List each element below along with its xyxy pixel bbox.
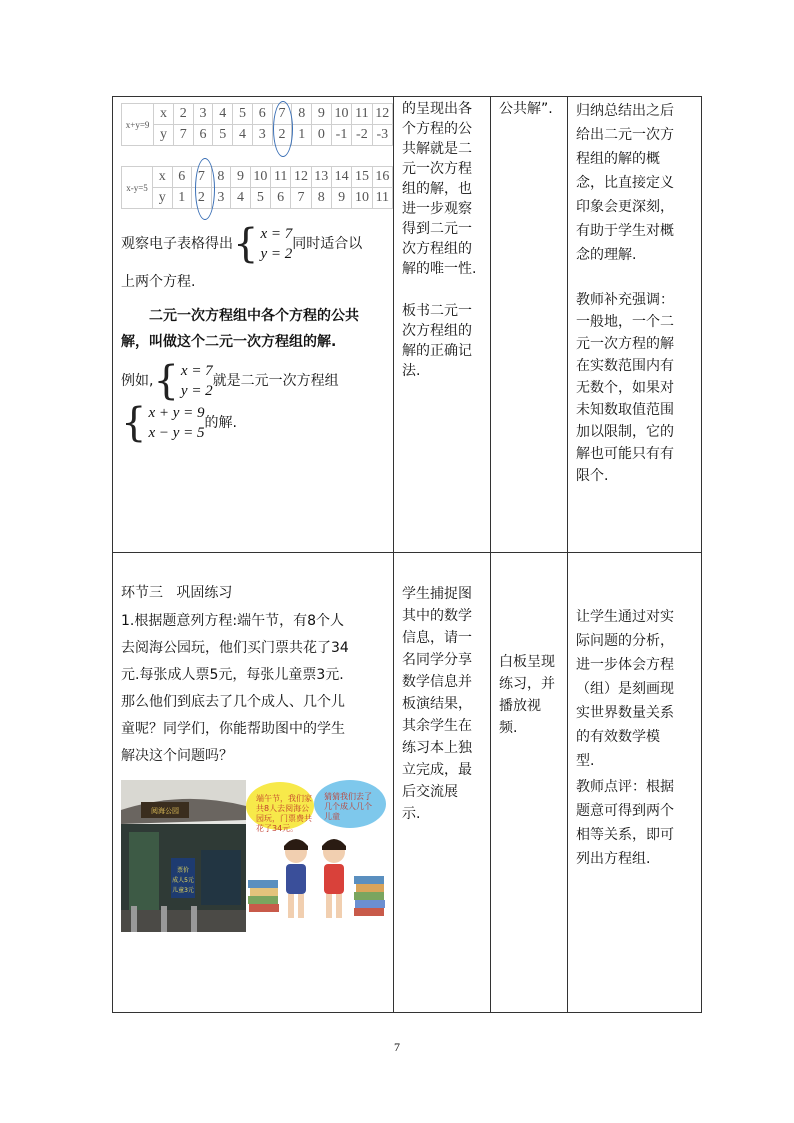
sheet-cell: 3	[193, 104, 213, 125]
text-line: 练习，并	[499, 676, 555, 692]
sheet-cell: -2	[352, 125, 372, 146]
text-line: 元.每张成人票5元，每张儿童票3元.	[121, 667, 344, 683]
sheet-cell: 6	[271, 188, 291, 209]
sheet-row	[122, 188, 393, 209]
equation-2: x − y = 5	[148, 425, 205, 441]
text-line: 白板呈现	[499, 654, 555, 670]
sheet-cell: 15	[352, 167, 372, 188]
design-intent-cell	[568, 97, 702, 553]
spreadsheet-a	[113, 103, 393, 146]
bubble-line: 儿童	[324, 812, 340, 821]
text-line: 那么他们到底去了几个成人、几个儿	[121, 694, 345, 710]
problem-text	[121, 608, 385, 770]
text-line: 个方程的公	[402, 121, 472, 137]
solution-y: y = 2	[260, 246, 293, 262]
solution-system	[260, 224, 292, 264]
media-cell	[491, 553, 568, 1013]
sheet-cell: 7	[192, 167, 212, 188]
sheet-cell: 10	[352, 188, 372, 209]
table-row	[113, 553, 702, 1013]
sheet-cell: 1	[292, 125, 312, 146]
student-activity-text	[394, 97, 490, 279]
sheet-cell: 16	[372, 167, 392, 188]
text-line: 印象会更深刻，	[576, 199, 674, 215]
sheet-cell: 5	[250, 188, 270, 209]
text-line: 归纳总结出之后	[576, 103, 674, 119]
sheet-cell: 9	[331, 188, 351, 209]
observe-post: 同时适合以	[292, 235, 363, 252]
text-line: 的呈现出各	[402, 101, 472, 117]
text-line: 元一次方程	[402, 161, 472, 177]
text-line: 型.	[576, 753, 595, 769]
sheet-row	[122, 104, 393, 125]
bubble-line: 猜猜我们去了	[324, 792, 372, 801]
spreadsheet-table	[121, 166, 393, 209]
text-line: 共解就是二	[402, 141, 472, 157]
sheet-cell: 2	[173, 104, 193, 125]
bubble-right	[319, 788, 386, 826]
text-line: 1.根据题意列方程:端午节，有8个人	[121, 613, 344, 629]
content-cell	[113, 97, 394, 553]
text-line: 列出方程组.	[576, 851, 651, 867]
text-line: 让学生通过对实	[576, 609, 674, 625]
text-line: 解的正确记	[402, 343, 472, 359]
sheet-cell: 11	[271, 167, 291, 188]
design-intent-text	[568, 553, 701, 773]
text-line: 教师点评：根据	[576, 779, 674, 795]
sheet-cell: 7	[272, 104, 292, 125]
text-line: 程组的解的概	[576, 151, 660, 167]
text-line: 题意可得到两个	[576, 803, 674, 819]
sheet-cell: 8	[311, 188, 331, 209]
sign-line: 儿童3元	[172, 887, 194, 894]
board-writing-text	[394, 299, 490, 381]
sheet-cell: 14	[331, 167, 351, 188]
text-line: 组的解，也	[402, 181, 472, 197]
text-line: 未知数取值范围	[576, 402, 674, 418]
sheet-cell: 6	[172, 167, 192, 188]
sheet-row	[122, 167, 393, 188]
text-line: 的有效数学模	[576, 729, 660, 745]
text-line: 元一次方程的解	[576, 336, 674, 352]
student-activity-text	[394, 553, 490, 825]
equation-1: x + y = 9	[148, 405, 205, 421]
text-line: 加以限制，它的	[576, 424, 674, 440]
bubble-line: 园玩，门票费共	[256, 814, 312, 823]
lesson-plan-table	[112, 96, 702, 1013]
teacher-comment-text	[568, 773, 701, 871]
text-line: 解也可能只有有	[576, 446, 674, 462]
problem-illustration	[121, 780, 386, 932]
spreadsheet-table	[121, 103, 393, 146]
text-line: 次方程组的	[402, 323, 472, 339]
sheet-cell: -3	[372, 125, 392, 146]
example-system	[181, 361, 213, 401]
text-line: （组）是刻画现	[576, 681, 674, 697]
text-line: 信息，请一	[402, 630, 472, 646]
sheet-cell: 11	[352, 104, 372, 125]
sign-line: 成人5元	[172, 877, 194, 884]
sheet-cell: 10	[250, 167, 270, 188]
sheet-cell: 8	[211, 167, 231, 188]
text-line: 无数个，如果对	[576, 380, 674, 396]
media-cell	[491, 97, 568, 553]
example-pre: 例如,	[121, 372, 154, 389]
text-line: 板书二元一	[402, 303, 472, 319]
bubble-line: 几个成人几个	[324, 802, 372, 811]
text-line: 解决这个问题吗？	[121, 748, 233, 764]
text-line: 际问题的分析，	[576, 633, 674, 649]
example-post: 的解.	[204, 414, 237, 431]
sheet-cell: 11	[372, 188, 392, 209]
sheet-cell: 13	[311, 167, 331, 188]
solution-y: y = 2	[180, 383, 213, 399]
sheet-cell: 8	[292, 104, 312, 125]
sheet-equation-label: x+y=9	[122, 104, 154, 146]
text-line: 播放视频.	[499, 698, 541, 736]
svg-text:阅海公园: 阅海公园	[151, 807, 179, 815]
definition-text: 二元一次方程组中各个方程的公共解，叫做这个二元一次方程组的解.	[121, 308, 359, 350]
system-line	[121, 400, 385, 446]
sheet-cell: 5	[213, 125, 233, 146]
spreadsheet-b	[113, 166, 393, 209]
sheet-cell: 9	[231, 167, 251, 188]
media-text	[491, 553, 567, 739]
text-line: 法.	[402, 363, 421, 379]
text-line: 给出二元一次方	[576, 127, 674, 143]
sheet-cell: 4	[231, 188, 251, 209]
sheet-cell: 7	[291, 188, 311, 209]
sheet-cell: y	[154, 125, 174, 146]
sheet-cell: 2	[272, 125, 292, 146]
solution-x: x = 7	[260, 226, 293, 242]
teacher-emphasis-text	[568, 287, 701, 487]
sheet-cell: 4	[233, 125, 253, 146]
text-line: 念的理解.	[576, 247, 637, 263]
student-activity-cell	[394, 97, 491, 553]
sheet-cell: 9	[312, 104, 332, 125]
media-text: 公共解”.	[499, 101, 553, 117]
sheet-row	[122, 125, 393, 146]
content-cell	[113, 553, 394, 1013]
text-line: 一般地，一个二	[576, 314, 674, 330]
text-line: 数学信息并	[402, 674, 472, 690]
sheet-equation-label: x-y=5	[122, 167, 153, 209]
text-line: 名同学分享	[402, 652, 472, 668]
section-title: 环节三 巩固练习	[121, 585, 233, 601]
bubble-line: 花了34元。	[256, 824, 299, 833]
design-intent-text	[568, 97, 701, 267]
sheet-cell: 4	[213, 104, 233, 125]
text-line: 得到二元一	[402, 221, 472, 237]
text-line: 其中的数学	[402, 608, 472, 624]
solution-x: x = 7	[180, 363, 213, 379]
text-line: 念，比直接定义	[576, 175, 674, 191]
sheet-cell: 12	[372, 104, 392, 125]
sheet-cell: 6	[252, 104, 272, 125]
text-line: 练习本上独	[402, 740, 472, 756]
bubble-left	[251, 790, 321, 838]
text-line: 在实数范围内有	[576, 358, 674, 374]
text-line: 板演结果，	[402, 696, 472, 712]
text-line: 童呢？同学们，你能帮助图中的学生	[121, 721, 345, 737]
text-line: 示.	[402, 806, 421, 822]
text-line: 去阅海公园玩，他们买门票共花了34	[121, 640, 349, 656]
text-line: 立完成，最	[402, 762, 472, 778]
text-line: 次方程组的	[402, 241, 472, 257]
text-line: 解的唯一性.	[402, 261, 477, 277]
sheet-cell: 7	[173, 125, 193, 146]
example-mid: 就是二元一次方程组	[212, 372, 339, 389]
example-line	[121, 358, 385, 404]
sheet-cell: y	[152, 188, 172, 209]
sheet-cell: x	[152, 167, 172, 188]
observation-line	[121, 221, 385, 267]
sheet-cell: x	[154, 104, 174, 125]
brace-icon: {	[121, 400, 147, 446]
text-line: 其余学生在	[402, 718, 472, 734]
design-intent-cell	[568, 553, 702, 1013]
sheet-cell: -1	[331, 125, 351, 146]
sheet-cell: 10	[331, 104, 351, 125]
sign-line: 票价	[176, 867, 190, 874]
brace-icon: {	[233, 221, 259, 267]
bubble-line: 共8人去阅海公	[256, 804, 310, 813]
student-activity-cell	[394, 553, 491, 1013]
observe-pre: 观察电子表格得出	[121, 235, 233, 252]
equation-system	[148, 403, 204, 443]
sheet-cell: 12	[291, 167, 311, 188]
sheet-cell: 0	[312, 125, 332, 146]
text-line: 后交流展	[402, 784, 458, 800]
brace-icon: {	[153, 358, 179, 404]
text-line: 学生捕捉图	[402, 586, 472, 602]
text-line: 限个.	[576, 468, 609, 484]
observe-line2: 上两个方程.	[121, 274, 196, 290]
sheet-cell: 2	[192, 188, 212, 209]
sheet-cell: 3	[211, 188, 231, 209]
text-line: 进一步体会方程	[576, 657, 674, 673]
text-line: 进一步观察	[402, 201, 472, 217]
sheet-cell: 1	[172, 188, 192, 209]
park-gate-photo	[121, 780, 246, 932]
sheet-cell: 5	[233, 104, 253, 125]
text-line: 教师补充强调：	[576, 292, 674, 308]
text-line: 实世界数量关系	[576, 705, 674, 721]
text-line: 有助于学生对概	[576, 223, 674, 239]
bubble-line: 端午节，我们家	[256, 794, 312, 803]
table-row	[113, 97, 702, 553]
page-number: 7	[394, 1040, 400, 1054]
sheet-cell: 6	[193, 125, 213, 146]
sheet-cell: 3	[252, 125, 272, 146]
text-line: 相等关系，即可	[576, 827, 674, 843]
